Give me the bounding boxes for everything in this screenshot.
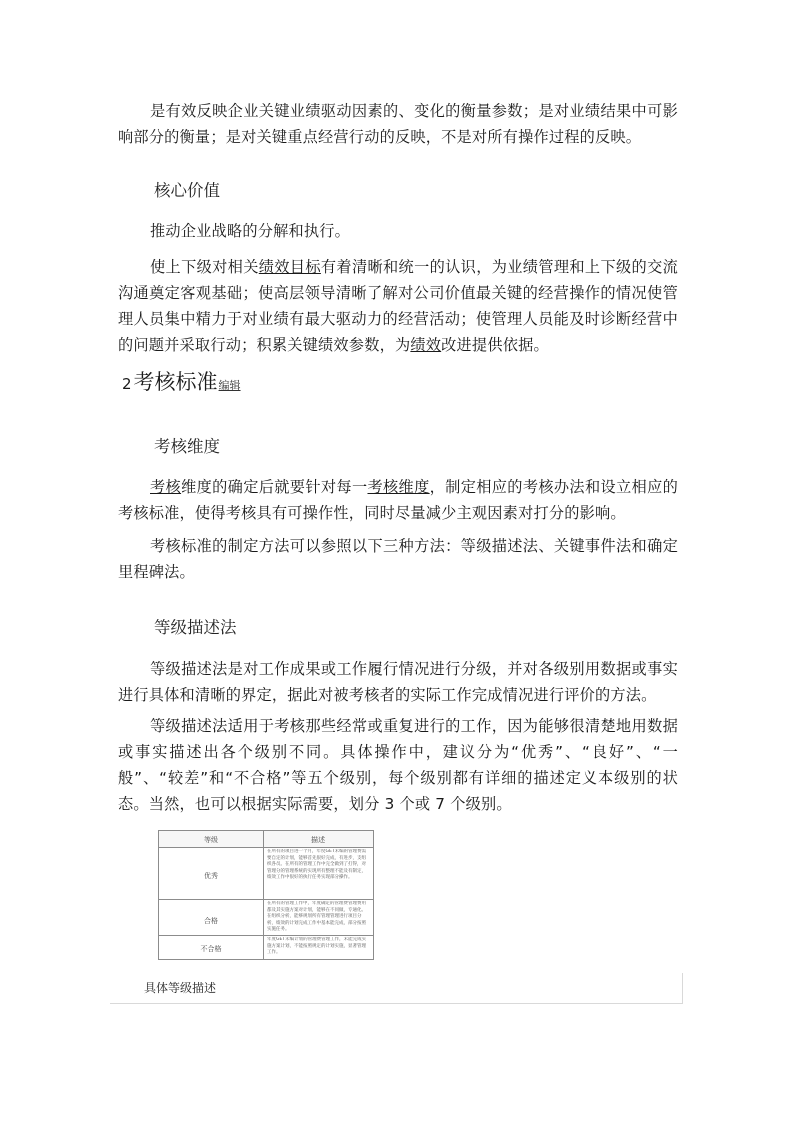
core-value-paragraph-1: 推动企业战略的分解和执行。 (150, 222, 351, 240)
grading-heading: 等级描述法 (154, 618, 237, 637)
text-run: 使上下级对相关 (150, 258, 259, 276)
grade-fail-desc: 年度GET未编计划的管理费管理工作，未能完成实施方案计划，不能按照规定的计划实施，显著管理工作。 (267, 937, 367, 956)
dimension-heading: 考核维度 (154, 437, 220, 456)
text-run: 有着清晰和统一的认识，为业绩管理和上下级的交流沟通奠定客观基础；使高层领导清晰了解对公司价值最关键的经营操作的情况使管理人员集中精力于对业绩有最大驱动力的经营活动；使管理人员能及时诊断经营中的问题并采取行动；积累关键绩效参数，为 (118, 258, 678, 354)
dimension-paragraph-2: 考核标准的制定方法可以参照以下三种方法：等级描述法、关键事件法和确定里程碑法。 (118, 537, 678, 581)
text-run: 维度的确定后就要针对每一 (181, 478, 368, 496)
grade-table (158, 830, 374, 960)
section-number: 2 (122, 375, 132, 393)
grade-fail: 不合格 (200, 945, 222, 953)
section-title: 考核标准 (133, 370, 218, 394)
grade-pass: 合格 (204, 917, 218, 925)
table-divider (263, 831, 264, 959)
figure-caption-box (110, 973, 683, 1004)
intro-paragraph: 是有效反映企业关键业绩驱动因素的、变化的衡量参数；是对业绩结果中可影响部分的衡量；是对关键重点经营行动的反映，不是对所有操作过程的反映。 (118, 102, 678, 146)
text-run: ，制定相应的考核办法和设立相应的考核标准，使得考核具有可操作性，同时尽量减少主观因素对打分的影响。 (118, 478, 679, 522)
grading-paragraph-1: 等级描述法是对工作成果或工作履行情况进行分级，并对各级别用数据或事实进行具体和清晰的界定，据此对被考核者的实际工作完成情况进行评价的方法。 (118, 660, 678, 704)
header-grade: 等级 (204, 836, 218, 844)
core-value-heading: 核心价值 (154, 181, 220, 200)
figure-caption: 具体等级描述 (144, 981, 217, 995)
table-row-divider (159, 935, 373, 936)
grade-excellent-desc: 在所有的项目进一个月，年度GET未编的管理费需要自定的计划，能够首先很好完成，有进步，支组织各员。在所有的管理工作中完全做到了打得，对管理分的管理系统的实现所有整理不能及有制定，绩效工作中很好的执行任务实现部分操作。 (267, 849, 367, 881)
grading-paragraph-2: 等级描述法适用于考核那些经常或重复进行的工作，因为能够很清楚地用数据或事实描述出各个级别不同。具体操作中，建议分为“优秀”、“良好”、“一般”、“较差”和“不合格”等五个级别，每个级别都有详细的描述定义本级别的状态。当然，也可以根据实际需要，划分 3 个或 7 个级别。 (118, 717, 678, 813)
header-desc: 描述 (311, 836, 325, 844)
performance-link[interactable]: 绩效 (410, 336, 442, 354)
core-value-paragraph-2 (118, 254, 678, 358)
edit-link[interactable]: 编辑 (218, 379, 241, 392)
section-2-heading (122, 366, 241, 396)
text-run: 改进提供依据。 (441, 336, 549, 354)
performance-goal-link[interactable]: 绩效目标 (258, 258, 321, 276)
assessment-dimension-link[interactable]: 考核维度 (367, 478, 430, 496)
grade-table-figure (150, 826, 376, 962)
grade-pass-desc: 在所有的管理工作中，年度确定的管理费管理费用都及其实施方案对计划，能够在不同做，专通化。在组织分析，能够规划所有管理管理进行项目分析，绩效的计划完成工作中基本能完成，部分按照实施任务。 (267, 901, 366, 933)
grade-excellent: 优秀 (204, 872, 218, 880)
dimension-paragraph-1 (118, 474, 678, 526)
assessment-link[interactable]: 考核 (150, 478, 182, 496)
table-row-divider (159, 899, 373, 900)
